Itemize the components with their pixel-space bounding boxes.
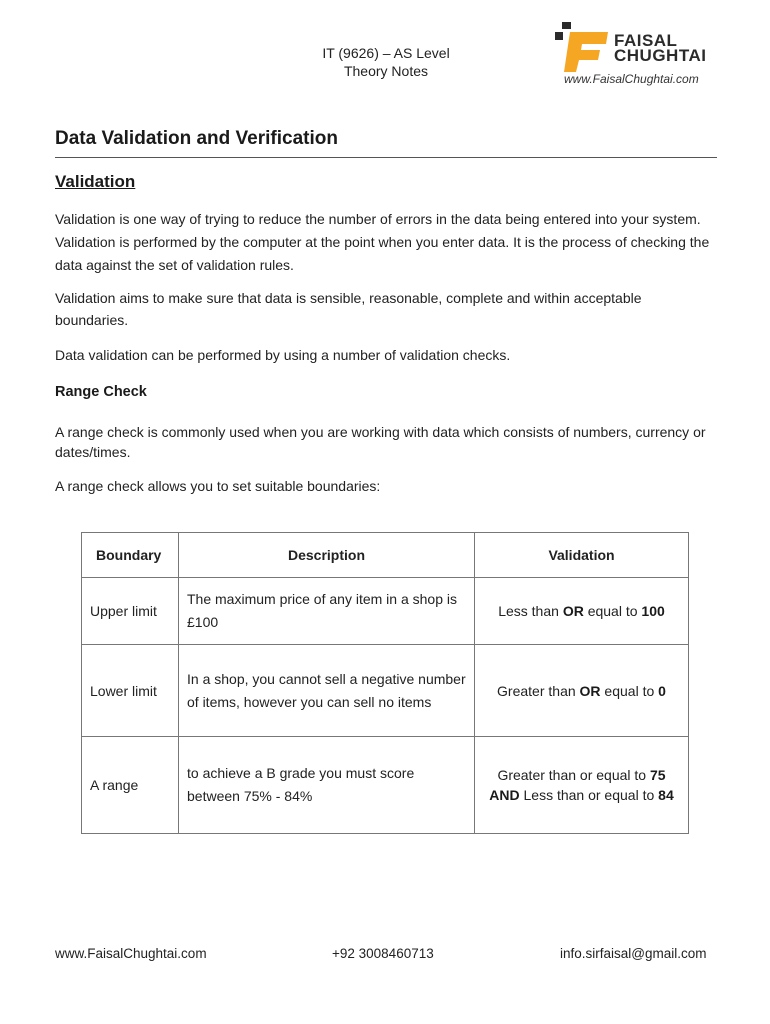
section-heading-validation: Validation	[55, 172, 136, 191]
subheading-range-check: Range Check	[55, 384, 147, 400]
header-validation: Validation	[475, 533, 689, 578]
boundary-cell: Upper limit	[82, 578, 179, 645]
validation-text: Less than or equal to	[519, 787, 659, 803]
validation-value: 84	[658, 787, 674, 803]
course-line: IT (9626) – AS Level	[322, 45, 450, 61]
validation-text: Greater than	[497, 682, 580, 699]
header-course-info	[286, 44, 486, 80]
logo-url: www.FaisalChughtai.com	[564, 72, 699, 86]
boundary-cell: Lower limit	[82, 645, 179, 737]
footer-website: www.FaisalChughtai.com	[55, 946, 207, 961]
validation-text: equal to	[583, 603, 642, 619]
faisal-chughtai-logo	[552, 20, 722, 90]
logo-mark-icon	[552, 20, 612, 72]
paragraph-validation-aims: Validation aims to make sure that data is sensible, reasonable, complete and within acceptable boundaries.	[55, 290, 642, 328]
paragraph-validation-intro: Validation is one way of trying to reduce the number of errors in the data being entered into your system. Validation is performed by the computer at the point when you enter data. It is the process of checking the data against the set of validation rules.	[55, 211, 710, 273]
validation-text: Greater than or equal to	[497, 767, 650, 783]
logo-word-chughtai: CHUGHTAI	[614, 46, 707, 65]
validation-cell	[475, 737, 689, 834]
table-header-row	[82, 533, 689, 578]
range-check-table	[81, 532, 689, 834]
validation-keyword: OR	[579, 682, 601, 699]
title-divider	[55, 157, 717, 158]
validation-cell	[475, 645, 689, 737]
validation-keyword: OR	[562, 603, 584, 619]
description-cell: In a shop, you cannot sell a negative number of items, however you can sell no items	[179, 645, 475, 737]
header-boundary: Boundary	[82, 533, 179, 578]
footer-phone: +92 3008460713	[332, 946, 434, 961]
table-row	[82, 578, 689, 645]
notes-line: Theory Notes	[343, 63, 429, 79]
validation-text: equal to	[600, 682, 659, 699]
paragraph-range-check-usage: A range check is commonly used when you are working with data which consists of numbers, currency or dates/times.	[55, 424, 706, 460]
paragraph-range-check-boundaries: A range check allows you to set suitable boundaries:	[55, 478, 381, 494]
description-cell: to achieve a B grade you must score between 75% - 84%	[179, 737, 475, 834]
boundary-cell: A range	[82, 737, 179, 834]
description-cell: The maximum price of any item in a shop is £100	[179, 578, 475, 645]
table-row	[82, 737, 689, 834]
validation-cell	[475, 578, 689, 645]
validation-value: 75	[649, 767, 666, 783]
document-title: Data Validation and Verification	[55, 128, 338, 149]
validation-value: 100	[641, 603, 665, 619]
table-row	[82, 645, 689, 737]
logo-word-faisal: FAISAL	[614, 31, 678, 50]
paragraph-validation-checks: Data validation can be performed by using a number of validation checks.	[55, 347, 511, 363]
footer-email: info.sirfaisal@gmail.com	[560, 946, 707, 961]
validation-value: 0	[658, 682, 666, 699]
validation-text: Less than	[498, 603, 563, 619]
header-description: Description	[179, 533, 475, 578]
validation-keyword: AND	[489, 787, 520, 803]
